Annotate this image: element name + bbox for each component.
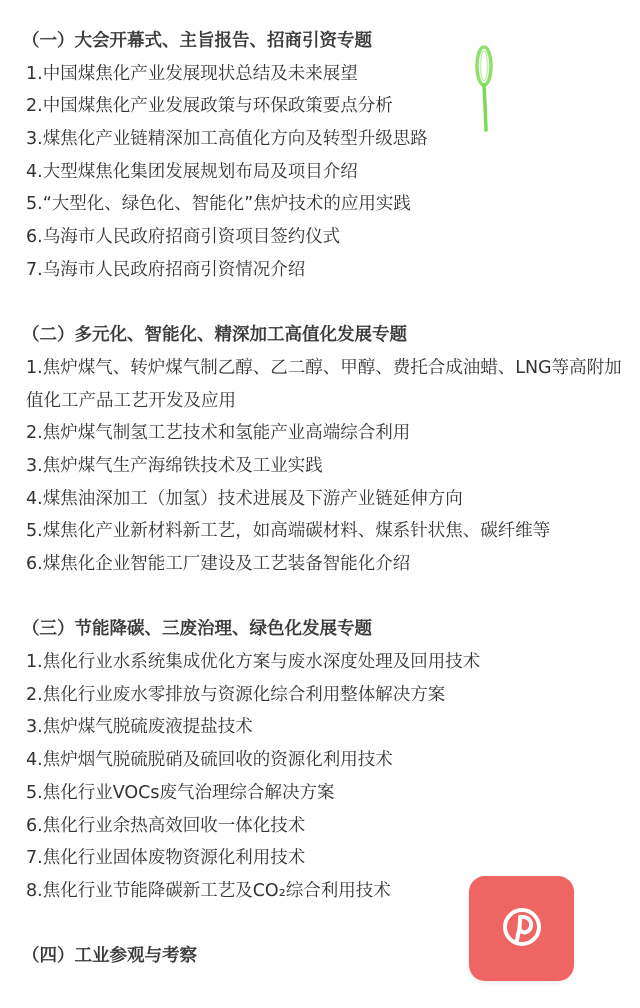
section-spacer [0, 581, 640, 614]
section-1-item: 2.中国煤焦化产业发展政策与环保政策要点分析 [26, 96, 393, 117]
section-3-item: 4.焦炉烟气脱硫脱硝及硫回收的资源化利用技术 [26, 750, 393, 771]
section-1-item: 1.中国煤焦化产业发展现状总结及未来展望 [26, 63, 358, 84]
section-3-item: 1.焦化行业水系统集成优化方案与废水深度处理及回用技术 [26, 652, 481, 673]
section-1-item: 7.乌海市人民政府招商引资情况介绍 [26, 259, 306, 280]
section-2-item: 2.焦炉煤气制氢工艺技术和氢能产业高端综合利用 [26, 423, 411, 444]
section-2-item: 5.煤焦化产业新材料新工艺，如高端碳材料、煤系针状焦、碳纤维等 [26, 521, 551, 542]
section-1-item: 4.大型煤焦化集团发展规划布局及项目介绍 [26, 161, 358, 182]
agenda-content [0, 25, 640, 973]
section-1-item: 3.煤焦化产业链精深加工高值化方向及转型升级思路 [26, 129, 428, 150]
section-3-item: 3.焦炉煤气脱硫废液提盐技术 [26, 717, 253, 738]
section-1-item: 5.“大型化、绿色化、智能化”焦炉技术的应用实践 [26, 194, 411, 215]
section-3-item: 6.焦化行业余热高效回收一体化技术 [26, 815, 306, 836]
section-2-item: 3.焦炉煤气生产海绵铁技术及工业实践 [26, 455, 323, 476]
section-2-item: 4.煤焦油深加工（加氢）技术进展及下游产业链延伸方向 [26, 488, 463, 509]
section-4-title: （四）工业参观与考察 [22, 946, 197, 967]
section-spacer [0, 287, 640, 320]
section-3-item: 8.焦化行业节能降碳新工艺及CO₂综合利用技术 [26, 880, 391, 901]
section-2-title: （二）多元化、智能化、精深加工高值化发展专题 [22, 325, 407, 346]
pinterest-icon [502, 907, 542, 951]
section-3-item: 5.焦化行业VOCs废气治理综合解决方案 [26, 782, 335, 803]
section-2-item: 1.焦炉煤气、转炉煤气制乙醇、乙二醇、甲醇、费托合成油蜡、LNG等高附加值化工产品工艺开发及应用 [26, 357, 622, 411]
section-3-item: 2.焦化行业废水零排放与资源化综合利用整体解决方案 [26, 684, 446, 705]
section-3-title: （三）节能降碳、三废治理、绿色化发展专题 [22, 619, 372, 640]
section-1-title: （一）大会开幕式、主旨报告、招商引资专题 [22, 31, 372, 51]
section-3-item: 7.焦化行业固体废物资源化利用技术 [26, 848, 306, 869]
pinterest-share-button[interactable] [469, 876, 574, 981]
section-1-item: 6.乌海市人民政府招商引资项目签约仪式 [26, 227, 341, 248]
green-hook-icon [470, 44, 500, 134]
section-2-item: 6.煤焦化企业智能工厂建设及工艺装备智能化介绍 [26, 554, 411, 575]
